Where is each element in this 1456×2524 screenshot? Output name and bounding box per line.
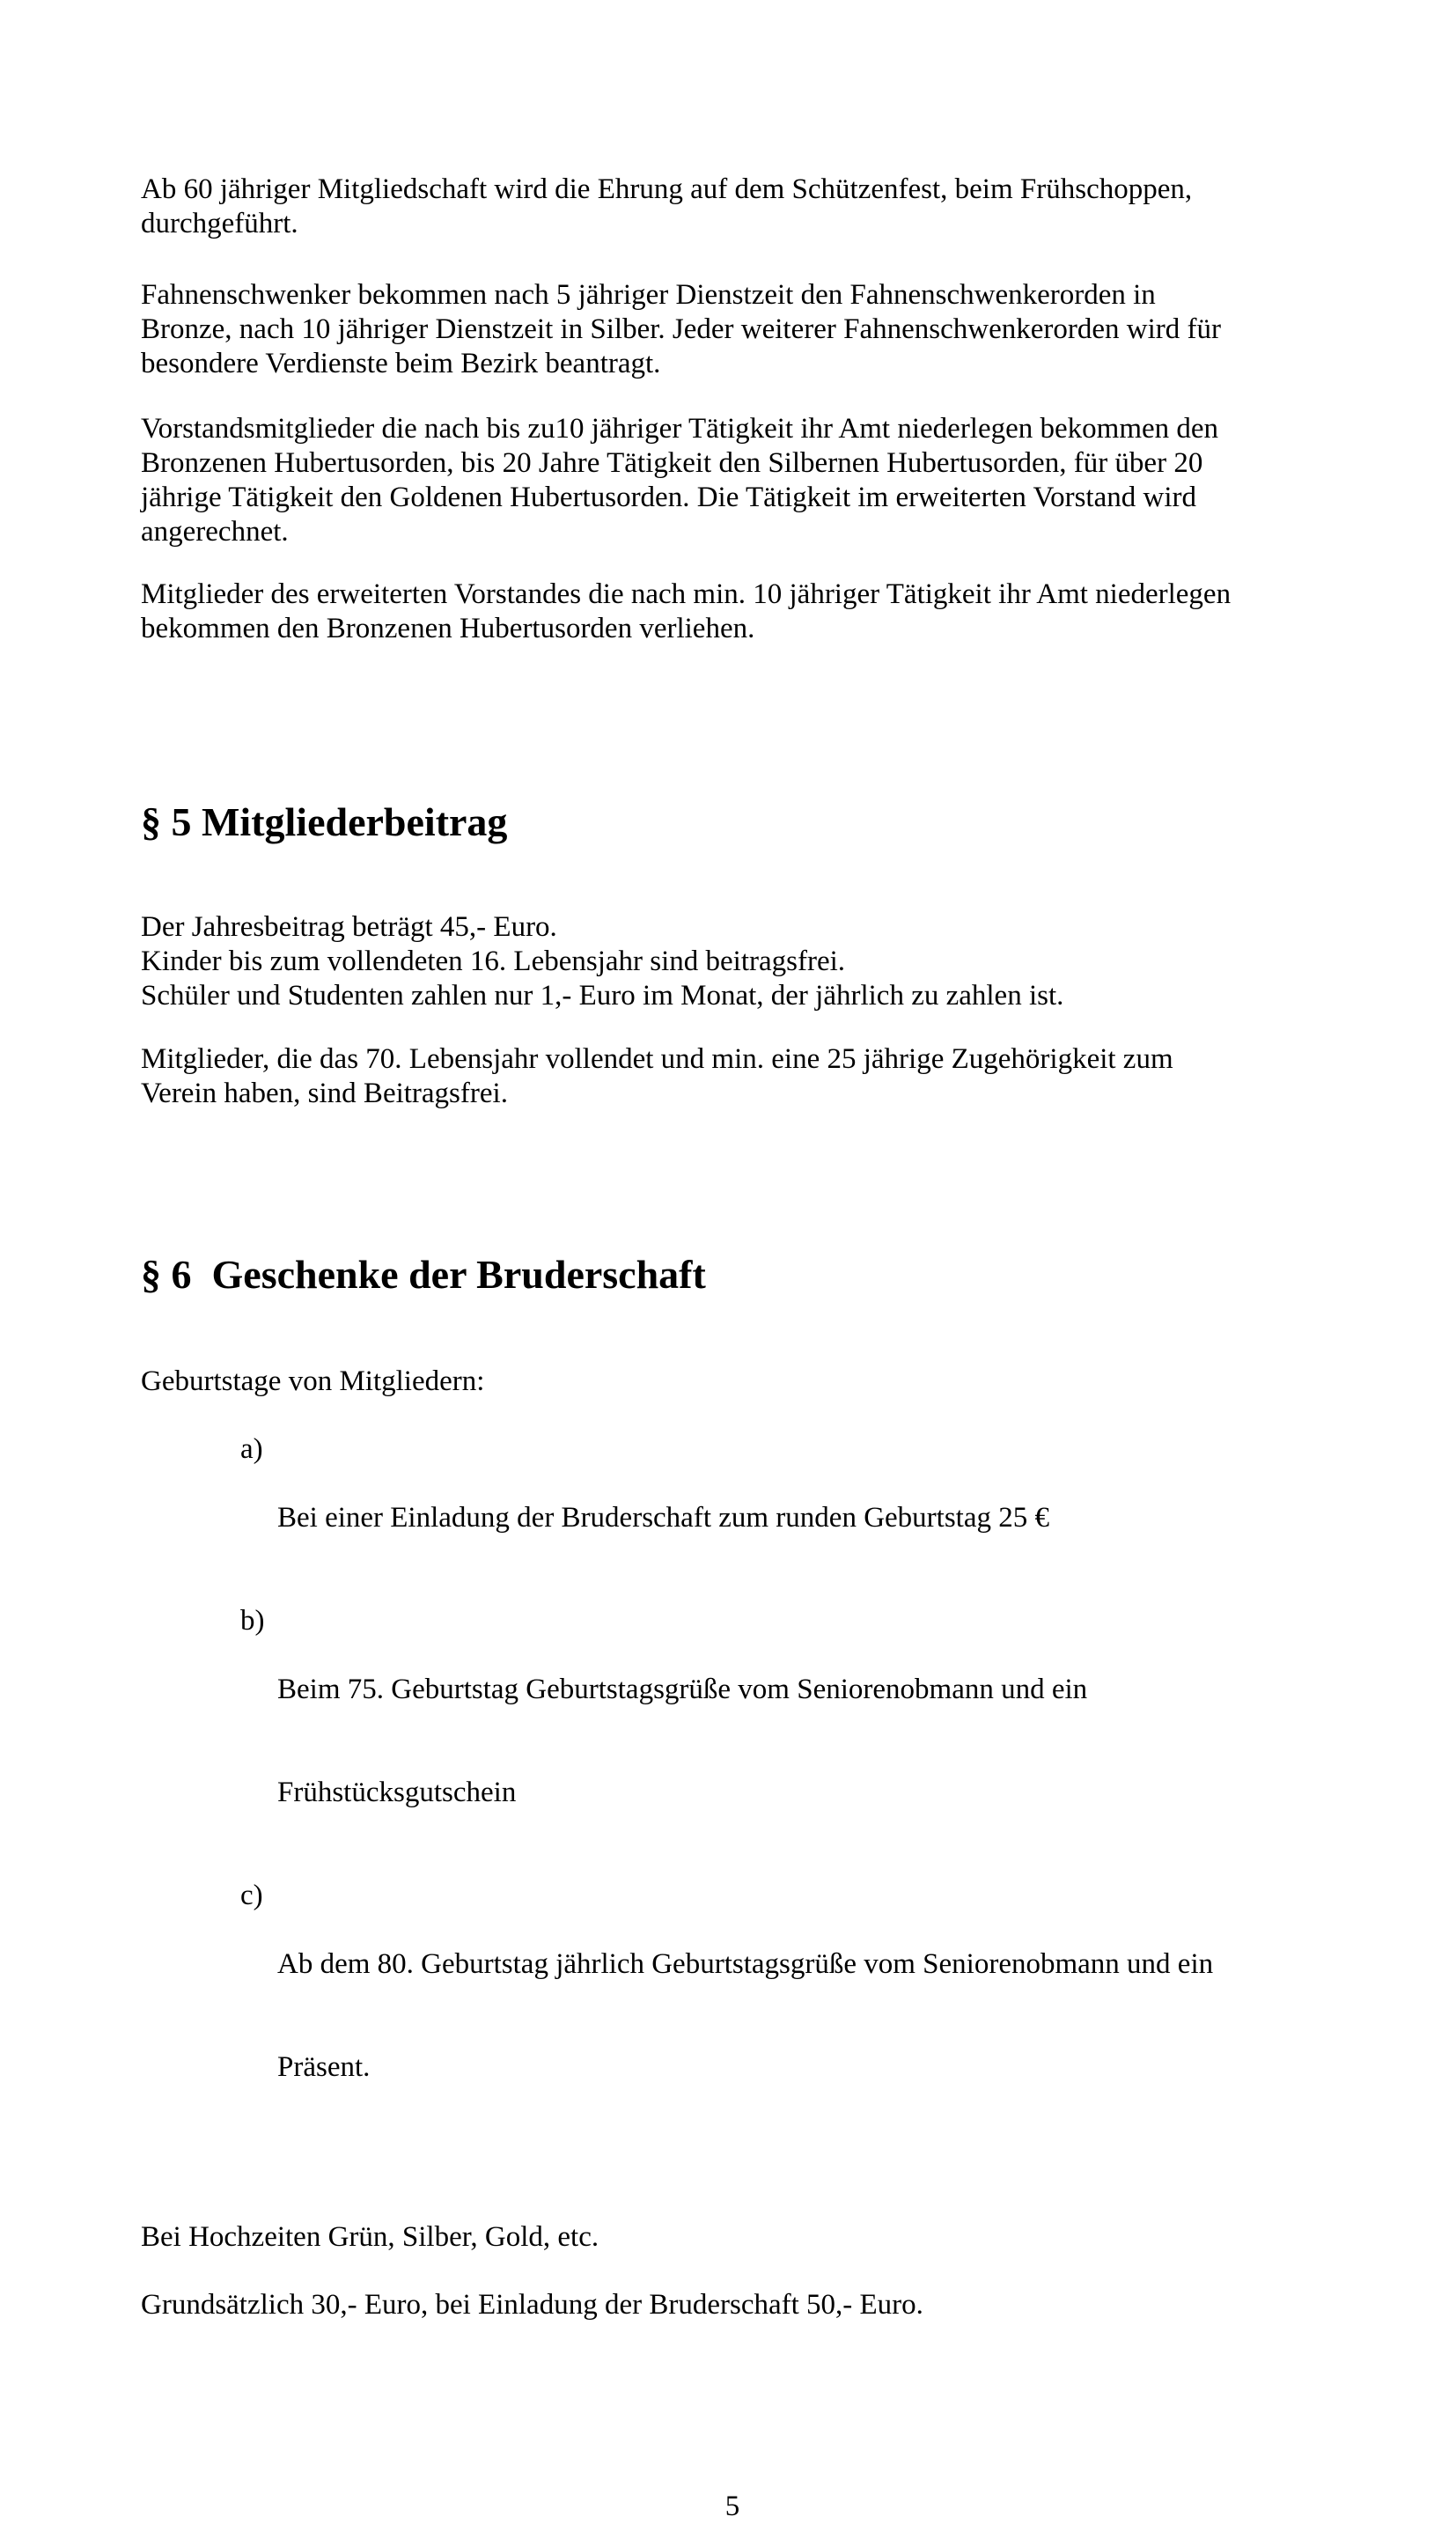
paragraph-hochzeiten-betrag bbox=[141, 2288, 1324, 2322]
list-item-text bbox=[277, 1604, 1324, 1879]
list-item-marker: b) bbox=[240, 1605, 265, 1637]
text-line: Frühstücksgutschein bbox=[277, 1777, 517, 1808]
text-line: Bronzenen Hubertusorden, bis 20 Jahre Tätigkeit den Silbernen Hubertusorden, für über 20 bbox=[141, 447, 1203, 479]
text-line: Mitglieder, die das 70. Lebensjahr vollendet und min. eine 25 jährige Zugehörigkeit zum bbox=[141, 1043, 1173, 1075]
paragraph-vorstandsmitglieder bbox=[141, 412, 1324, 549]
text-line: jährige Tätigkeit den Goldenen Hubertusorden. Die Tätigkeit im erweiterten Vorstand wird bbox=[141, 482, 1196, 513]
text-line: Verein haben, sind Beitragsfrei. bbox=[141, 1078, 508, 1109]
paragraph-ehrung-60-jahre bbox=[141, 173, 1324, 241]
list-item bbox=[240, 1604, 1324, 1879]
list-item bbox=[240, 1432, 1324, 1604]
text-line: Mitglieder des erweiterten Vorstandes die nach min. 10 jähriger Tätigkeit ihr Amt niederlegen bbox=[141, 578, 1232, 610]
text-line: Ab dem 80. Geburtstag jährlich Geburtstagsgrüße vom Seniorenobmann und ein bbox=[277, 1948, 1214, 1980]
text-line: angerechnet. bbox=[141, 516, 289, 548]
text-line: durchgeführt. bbox=[141, 208, 298, 239]
text-line: Bei einer Einladung der Bruderschaft zum runden Geburtstag 25 € bbox=[277, 1502, 1049, 1534]
text-line: bekommen den Bronzenen Hubertusorden verliehen. bbox=[141, 613, 755, 644]
section-heading-5-mitgliederbeitrag: § 5 Mitgliederbeitrag bbox=[141, 799, 508, 844]
text-line: Präsent. bbox=[277, 2051, 371, 2083]
geburtstage-list bbox=[141, 1432, 1324, 2153]
paragraph-geburtstage-intro bbox=[141, 1365, 1324, 1399]
text-line: Grundsätzlich 30,- Euro, bei Einladung der Bruderschaft 50,- Euro. bbox=[141, 2289, 923, 2321]
text-line: Schüler und Studenten zahlen nur 1,- Euro im Monat, der jährlich zu zahlen ist. bbox=[141, 980, 1064, 1012]
paragraph-fahnenschwenker bbox=[141, 278, 1324, 381]
section-heading-6-geschenke: § 6 Geschenke der Bruderschaft bbox=[141, 1252, 706, 1297]
paragraph-beitragsfrei-70 bbox=[141, 1042, 1324, 1111]
text-line: Bronze, nach 10 jähriger Dienstzeit in Silber. Jeder weiterer Fahnenschwenkerorden wird für bbox=[141, 313, 1221, 345]
text-line: besondere Verdienste beim Bezirk beantragt. bbox=[141, 348, 661, 379]
page-number: 5 bbox=[724, 2491, 740, 2522]
text-line: Vorstandsmitglieder die nach bis zu10 jähriger Tätigkeit ihr Amt niederlegen bekommen den bbox=[141, 413, 1219, 445]
text-line: Beim 75. Geburtstag Geburtstagsgrüße vom Seniorenobmann und ein bbox=[277, 1674, 1088, 1705]
list-item-text bbox=[277, 1879, 1324, 2153]
text-line: Bei Hochzeiten Grün, Silber, Gold, etc. bbox=[141, 2221, 599, 2253]
text-line: Der Jahresbeitrag beträgt 45,- Euro. bbox=[141, 911, 557, 943]
text-line: Fahnenschwenker bekommen nach 5 jähriger Dienstzeit den Fahnenschwenkerorden in bbox=[141, 279, 1156, 311]
text-line: Geburtstage von Mitgliedern: bbox=[141, 1365, 485, 1397]
paragraph-jahresbeitrag bbox=[141, 910, 1324, 1013]
paragraph-hochzeiten bbox=[141, 2220, 1324, 2255]
document-page bbox=[0, 173, 1456, 2522]
list-item-text bbox=[277, 1432, 1324, 1604]
paragraph-erweiterter-vorstand bbox=[141, 578, 1324, 646]
list-item-marker: c) bbox=[240, 1880, 263, 1911]
text-line: Kinder bis zum vollendeten 16. Lebensjahr sind beitragsfrei. bbox=[141, 946, 846, 977]
text-line: Ab 60 jähriger Mitgliedschaft wird die Ehrung auf dem Schützenfest, beim Frühschoppen, bbox=[141, 173, 1193, 205]
list-item-marker: a) bbox=[240, 1433, 263, 1465]
list-item bbox=[240, 1879, 1324, 2153]
